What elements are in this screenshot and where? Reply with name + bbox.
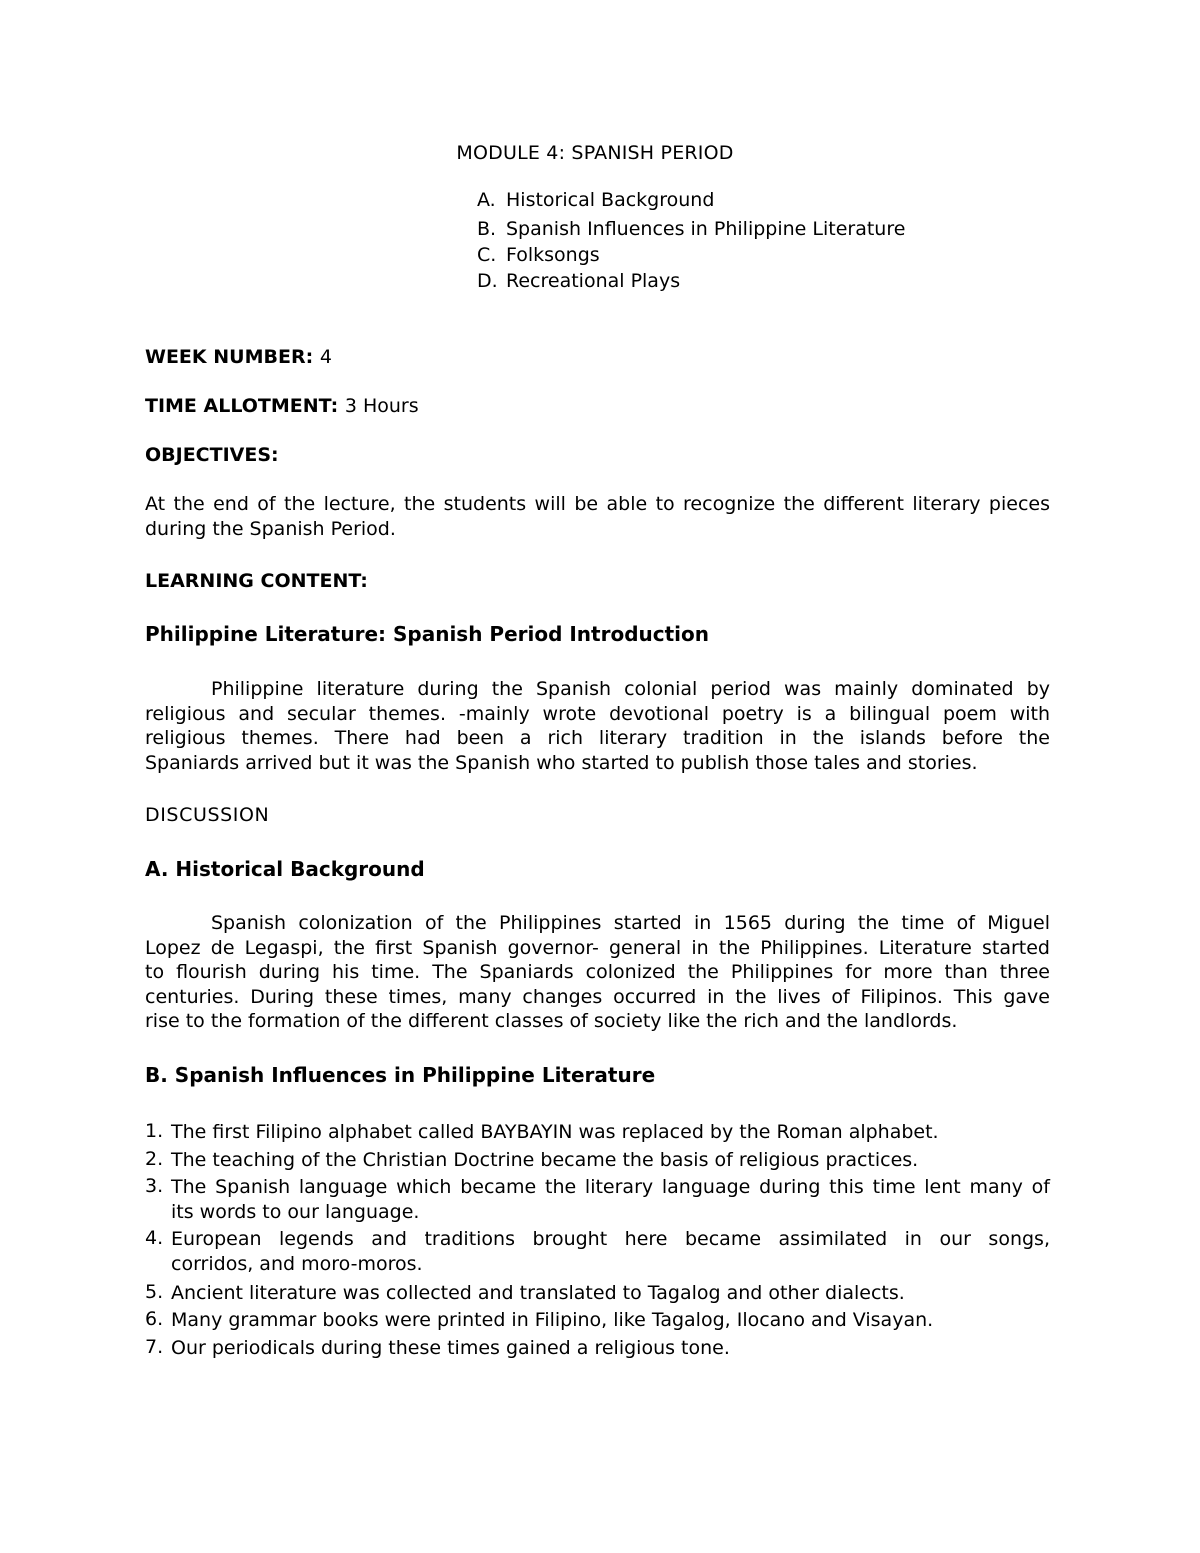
intro-heading: Philippine Literature: Spanish Period Introduction: [145, 622, 710, 646]
week-number: [145, 346, 332, 368]
list-item-line: The Spanish language which became the literary language during this time lent many of: [171, 1176, 1050, 1198]
list-number: 6.: [145, 1308, 164, 1330]
paragraph-line: rise to the formation of the different classes of society like the rich and the landlords.: [145, 1010, 958, 1033]
time-allotment-value: 3 Hours: [344, 395, 419, 417]
list-item-line: its words to our language.: [171, 1201, 420, 1223]
section-b-heading: B. Spanish Influences in Philippine Literature: [145, 1063, 656, 1087]
toc-letter: A.: [477, 189, 496, 211]
list-number: 2.: [145, 1148, 164, 1170]
list-item-line: corridos, and moro-moros.: [171, 1253, 423, 1275]
paragraph-line: religious and secular themes. -mainly wrote devotional poetry is a bilingual poem with: [145, 702, 1050, 725]
paragraph-line: Philippine literature during the Spanish colonial period was mainly dominated by: [211, 678, 1050, 700]
paragraph-line: Lopez de Legaspi, the first Spanish governor- general in the Philippines. Literature started: [145, 936, 1050, 959]
toc-letter: C.: [477, 244, 497, 266]
toc-text: Folksongs: [506, 244, 600, 266]
toc-item-d: [477, 270, 680, 292]
toc-letter: D.: [477, 270, 498, 292]
paragraph-line: to flourish during his time. The Spaniards colonized the Philippines for more than three: [145, 961, 1050, 984]
paragraph-line: during the Spanish Period.: [145, 517, 396, 540]
toc-item-a: [477, 189, 714, 211]
toc-text: Spanish Influences in Philippine Literature: [506, 218, 906, 240]
list-item-line: European legends and traditions brought here became assimilated in our songs,: [171, 1228, 1050, 1250]
paragraph-line: religious themes. There had been a rich literary tradition in the islands before the: [145, 727, 1050, 750]
paragraph-line: centuries. During these times, many changes occurred in the lives of Filipinos. This gave: [145, 985, 1050, 1008]
time-allotment: [145, 395, 419, 417]
list-item-line: The teaching of the Christian Doctrine became the basis of religious practices.: [171, 1149, 919, 1171]
list-number: 4.: [145, 1227, 164, 1249]
toc-letter: B.: [477, 218, 497, 240]
toc-text: Historical Background: [506, 189, 715, 211]
objectives-paragraph: [145, 492, 1050, 541]
list-item-line: Our periodicals during these times gained a religious tone.: [171, 1337, 730, 1359]
paragraph-line: Spaniards arrived but it was the Spanish who started to publish those tales and stories.: [145, 751, 978, 774]
list-item-line: Ancient literature was collected and translated to Tagalog and other dialects.: [171, 1282, 905, 1304]
paragraph-line: Spanish colonization of the Philippines started in 1565 during the time of Miguel: [211, 912, 1050, 934]
intro-paragraph: [145, 677, 1050, 775]
list-number: 1.: [145, 1120, 164, 1142]
discussion-label: DISCUSSION: [145, 804, 270, 826]
toc-item-c: [477, 244, 600, 266]
time-allotment-label: TIME ALLOTMENT:: [145, 395, 339, 417]
paragraph-line: At the end of the lecture, the students will be able to recognize the different literary pieces: [145, 493, 1050, 515]
list-item-line: Many grammar books were printed in Filipino, like Tagalog, Ilocano and Visayan.: [171, 1309, 934, 1331]
toc-text: Recreational Plays: [506, 270, 681, 292]
list-number: 7.: [145, 1336, 164, 1358]
week-number-value: 4: [319, 346, 332, 368]
page-title: MODULE 4: SPANISH PERIOD: [456, 142, 734, 164]
objectives-label: OBJECTIVES:: [145, 444, 279, 466]
list-item-line: The first Filipino alphabet called BAYBAYIN was replaced by the Roman alphabet.: [171, 1121, 939, 1143]
list-number: 3.: [145, 1175, 164, 1197]
list-number: 5.: [145, 1281, 164, 1303]
learning-content-label: LEARNING CONTENT:: [145, 570, 368, 592]
week-number-label: WEEK NUMBER:: [145, 346, 314, 368]
toc-item-b: [477, 218, 905, 240]
section-a-paragraph: [145, 911, 1050, 1034]
section-a-heading: A. Historical Background: [145, 857, 425, 881]
